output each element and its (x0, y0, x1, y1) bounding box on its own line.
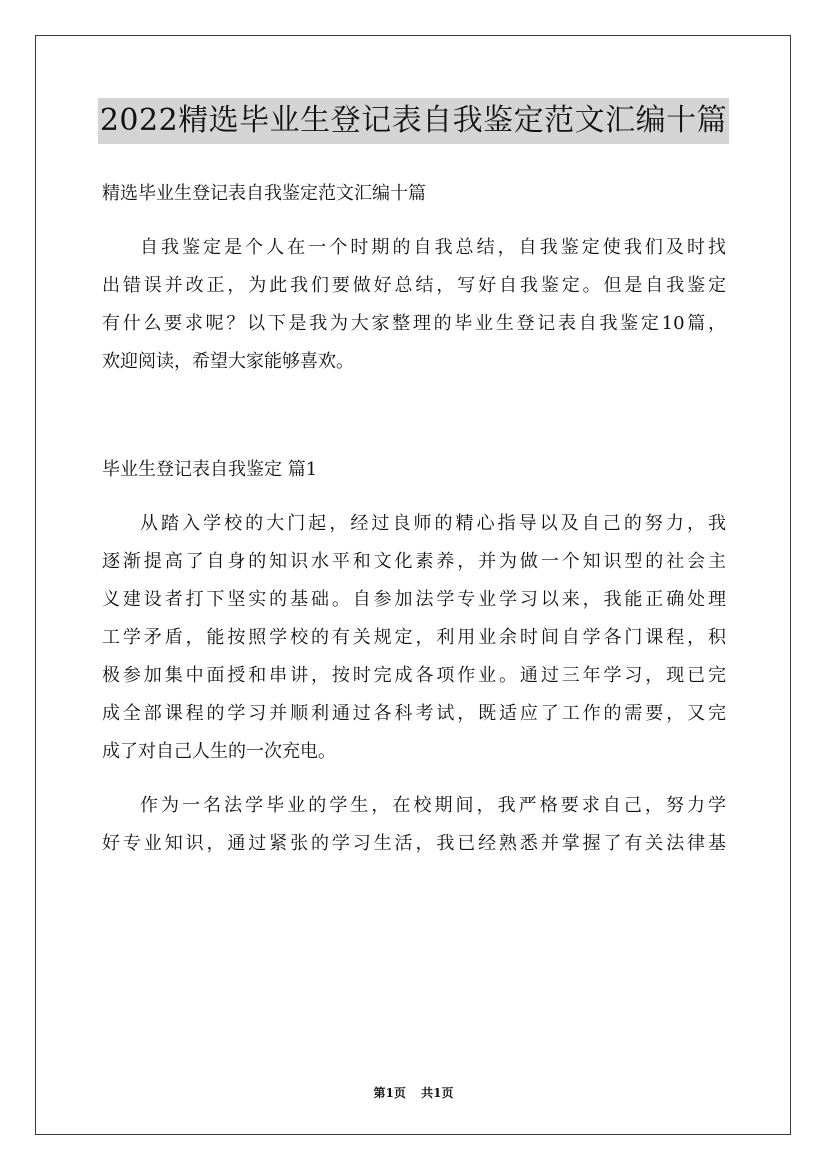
text-line: 工学矛盾，能按照学校的有关规定，利用业余时间自学各门课程，积 (102, 627, 726, 648)
text-line: 极参加集中面授和串讲，按时完成各项作业。通过三年学习，现已完 (102, 665, 726, 686)
text-line: 自我鉴定是个人在一个时期的自我总结，自我鉴定使我们及时找 (140, 237, 726, 258)
page-number: 第1页 (373, 1086, 406, 1100)
text-line: 欢迎阅读，希望大家能够喜欢。 (102, 351, 354, 372)
page-total: 共1页 (421, 1086, 454, 1100)
text-line: 作为一名法学毕业的学生，在校期间，我严格要求自己，努力学 (140, 795, 726, 816)
page-footer (0, 1084, 827, 1101)
body-paragraph-1 (102, 505, 726, 771)
text-line: 逐渐提高了自身的知识水平和文化素养，并为做一个知识型的社会主 (102, 551, 726, 572)
section-heading: 毕业生登记表自我鉴定 篇1 (102, 459, 318, 480)
text-line: 成全部课程的学习并顺利通过各科考试，既适应了工作的需要，又完 (102, 703, 726, 724)
document-title-text: 2022精选毕业生登记表自我鉴定范文汇编十篇 (98, 98, 729, 144)
text-line: 出错误并改正，为此我们要做好总结，写好自我鉴定。但是自我鉴定 (102, 275, 726, 296)
text-line: 从踏入学校的大门起，经过良师的精心指导以及自己的努力，我 (140, 513, 726, 534)
text-line: 义建设者打下坚实的基础。自参加法学专业学习以来，我能正确处理 (102, 589, 726, 610)
text-line: 有什么要求呢？以下是我为大家整理的毕业生登记表自我鉴定10篇， (102, 313, 726, 334)
text-line: 好专业知识，通过紧张的学习生活，我已经熟悉并掌握了有关法律基 (102, 833, 726, 854)
intro-paragraph (102, 229, 726, 381)
document-title (0, 98, 827, 144)
body-paragraph-2 (102, 787, 726, 863)
document-subtitle: 精选毕业生登记表自我鉴定范文汇编十篇 (102, 183, 426, 204)
text-line: 成了对自己人生的一次充电。 (102, 741, 336, 762)
document-body (102, 175, 726, 863)
